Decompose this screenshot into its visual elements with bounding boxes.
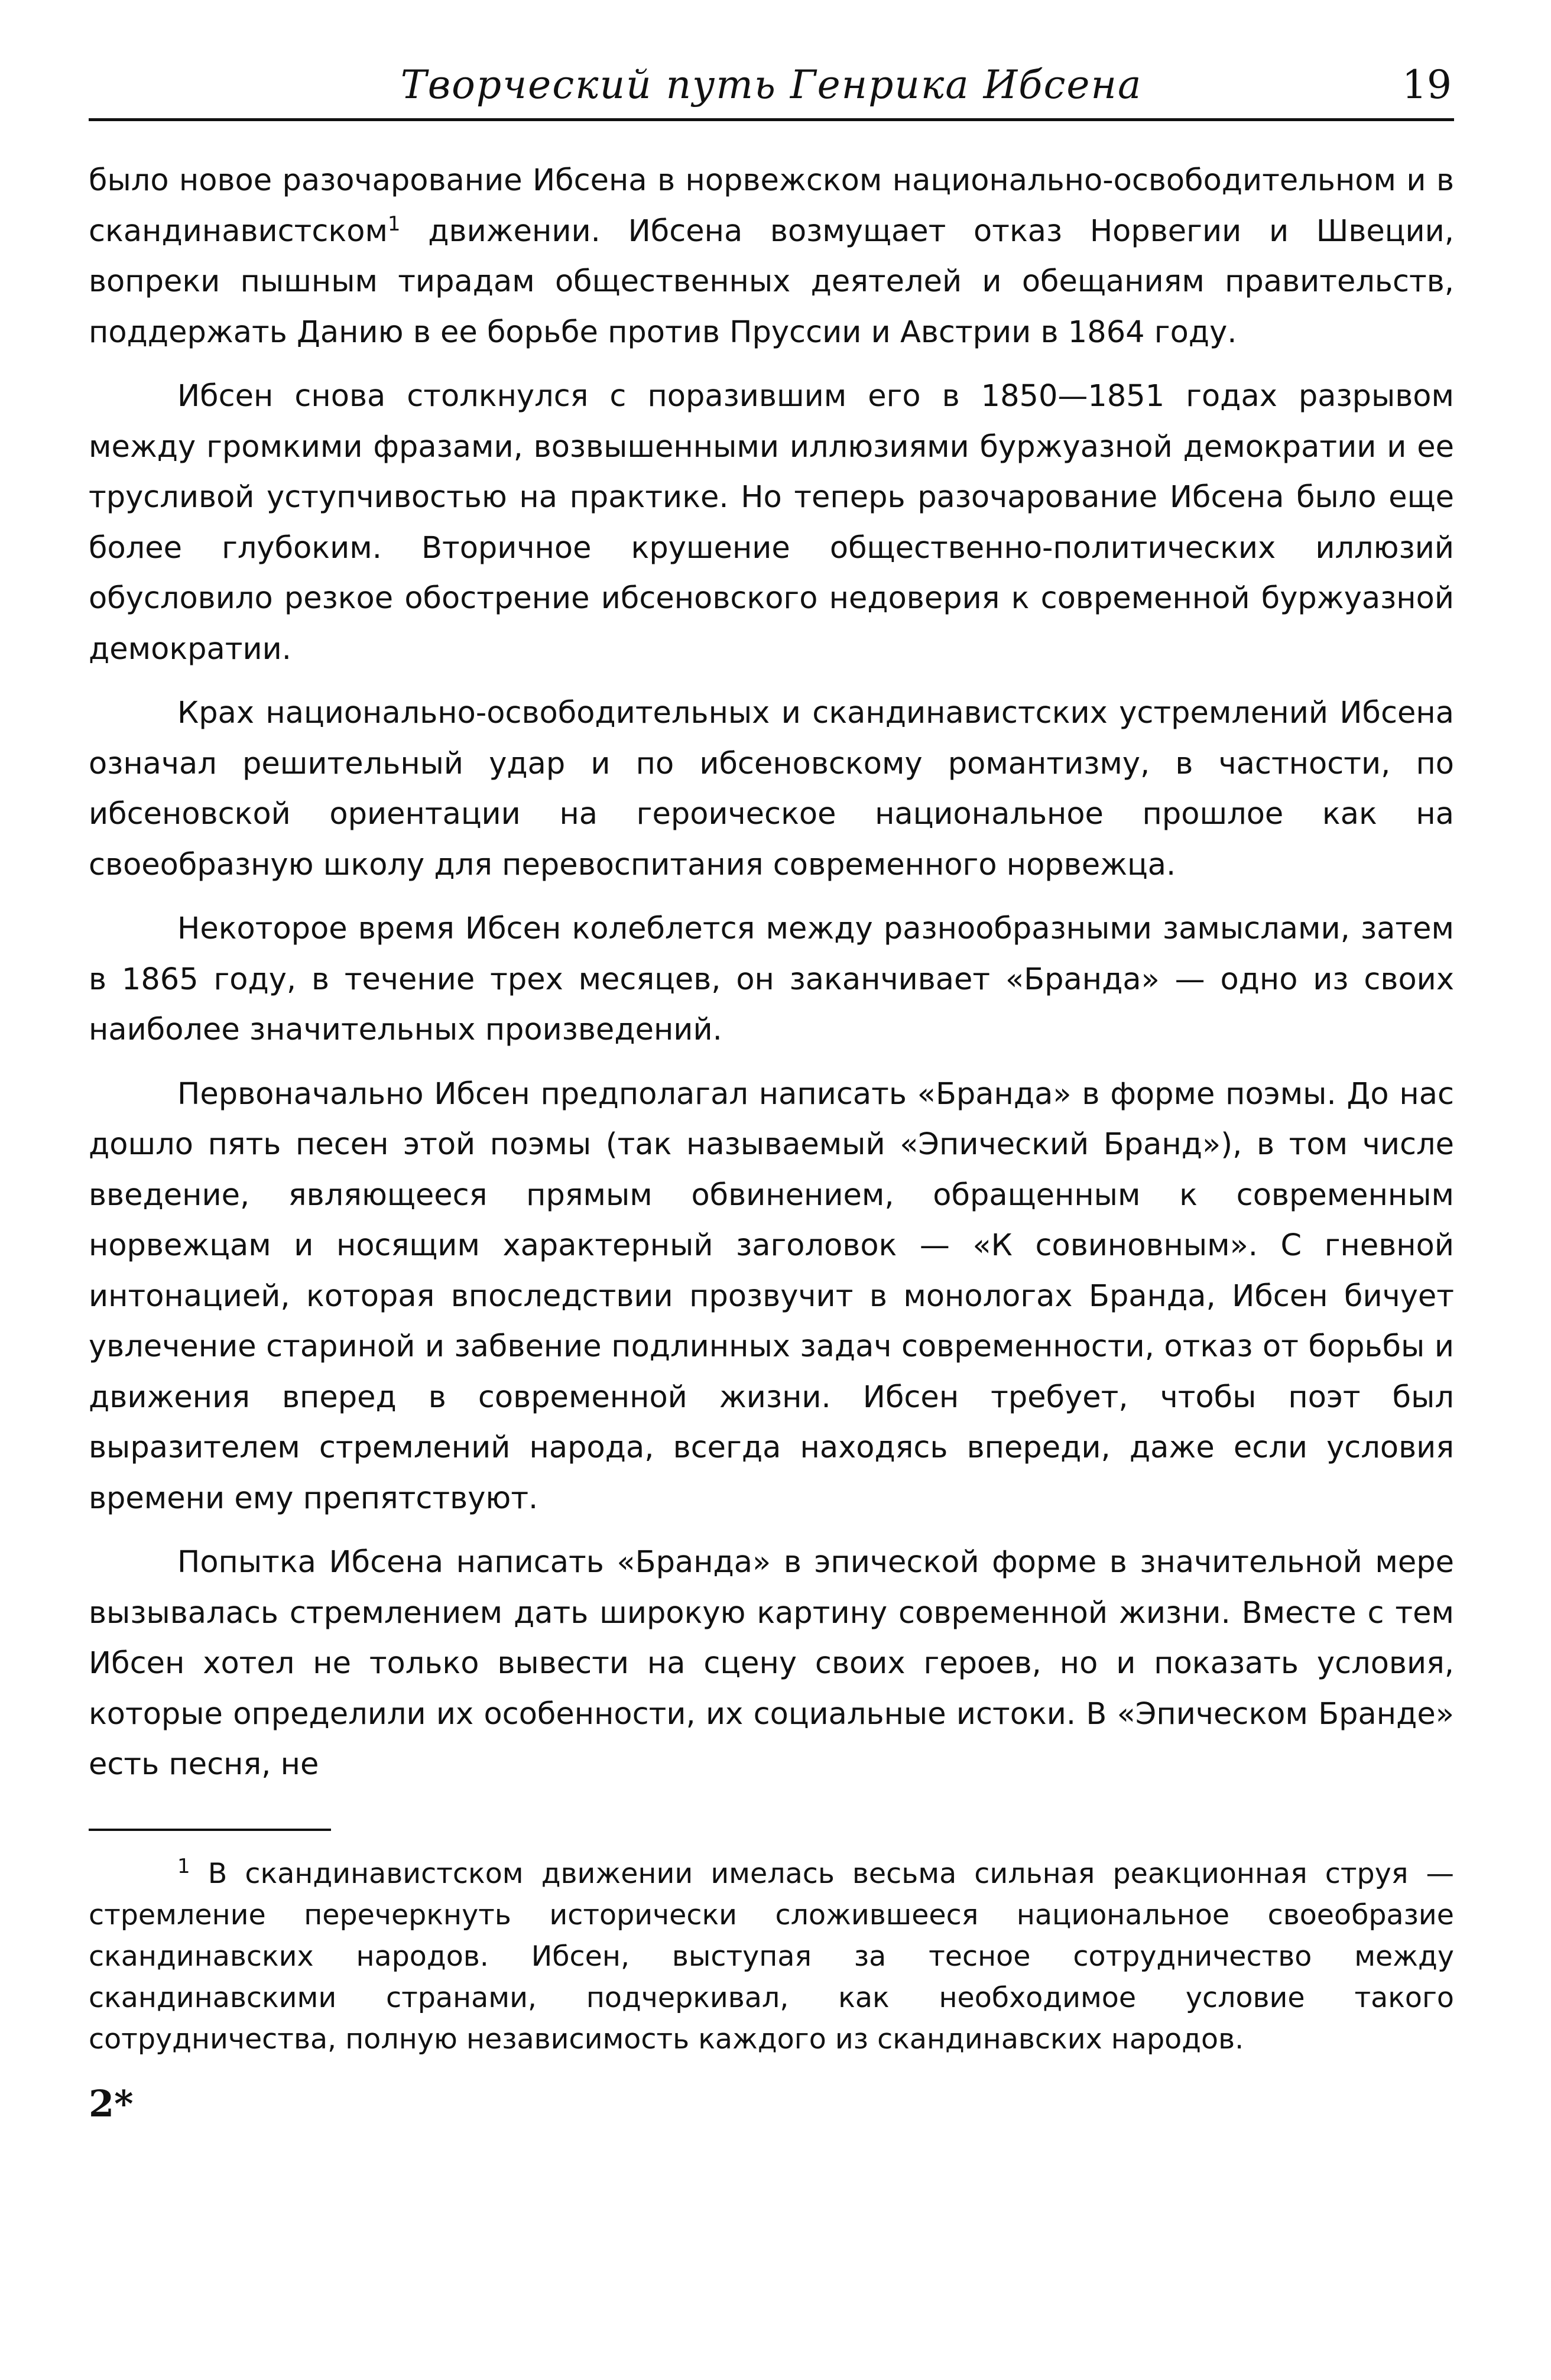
footnote-reference: 1 bbox=[387, 212, 401, 236]
paragraph-1 bbox=[89, 155, 1454, 358]
paragraph-5: Первоначально Ибсен предполагал написать «Бранда» в форме поэмы. До нас дошло пять песен этой поэмы (так называемый «Эпический Бранд»), в том числе введение, являющееся прямым обвинением, обращенным к современным норвежцам и носящим характерный заголовок — «К совиновным». С гневной интонацией, которая впоследствии прозвучит в монологах Бранда, Ибсен бичует увлечение стариной и забвение подлинных задач современности, отказ от борьбы и движения вперед в современной жизни. Ибсен требует, чтобы поэт был выразителем стремлений народа, всегда находясь впереди, даже если условия времени ему препятствуют. bbox=[89, 1076, 1454, 1516]
printer-signature-mark: 2* bbox=[89, 2082, 134, 2125]
paragraph-1-text: было новое разочарование Ибсена в норвежском национально-освободительном и в скандинавистском bbox=[89, 163, 1454, 249]
paragraph-2: Ибсен снова столкнулся с поразившим его в 1850—1851 годах разрывом между громкими фразами, возвышенными иллюзиями буржуазной демократии и ее трусливой уступчивостью на практике. Но теперь разочарование Ибсена было еще более глубоким. Вторичное крушение общественно-политических иллюзий обусловило резкое обострение ибсеновского недоверия к современной буржуазной демократии. bbox=[89, 379, 1454, 667]
paragraph-1-continuation: движении. Ибсена возмущает отказ Норвегии и Швеции, вопреки пышным тирадам общественных деятелей и обещаниям правительств, поддержать Данию в ее борьбе против Пруссии и Австрии в 1864 году. bbox=[89, 213, 1454, 350]
footnote-divider bbox=[89, 1829, 331, 1831]
footnote-mark: 1 bbox=[177, 1854, 190, 1878]
book-page bbox=[89, 53, 1454, 2334]
footnote bbox=[89, 1853, 1454, 2060]
paragraph-6: Попытка Ибсена написать «Бранда» в эпической форме в значительной мере вызывалась стремлением дать широкую картину современной жизни. Вместе с тем Ибсен хотел не только вывести на сцену своих героев, но и показать условия, которые определили их особенности, их социальные истоки. В «Эпическом Бранде» есть песня, не bbox=[89, 1545, 1454, 1782]
page-number: 19 bbox=[1402, 62, 1452, 108]
footnote-text: В скандинавистском движении имелась весьма сильная реакционная струя — стремление перечеркнуть исторически сложившееся национальное своеобразие скандинавских народов. Ибсен, выступая за тесное сотрудничество между скандинавскими странами, подчеркивал, как необходимое условие такого сотрудничества, полную независимость каждого из скандинавских народов. bbox=[89, 1857, 1454, 2056]
running-head bbox=[89, 53, 1454, 121]
running-title: Творческий путь Генрика Ибсена bbox=[400, 62, 1143, 108]
paragraph-3: Крах национально-освободительных и скандинавистских устремлений Ибсена означал решительный удар и по ибсеновскому романтизму, в частности, по ибсеновской ориентации на героическое национальное прошлое как на своеобразную школу для перевоспитания современного норвежца. bbox=[89, 696, 1454, 882]
paragraph-4: Некоторое время Ибсен колеблется между разнообразными замыслами, затем в 1865 году, в течение трех месяцев, он заканчивает «Бранда» — одно из своих наиболее значительных произведений. bbox=[89, 911, 1454, 1047]
main-text bbox=[89, 155, 1454, 1790]
